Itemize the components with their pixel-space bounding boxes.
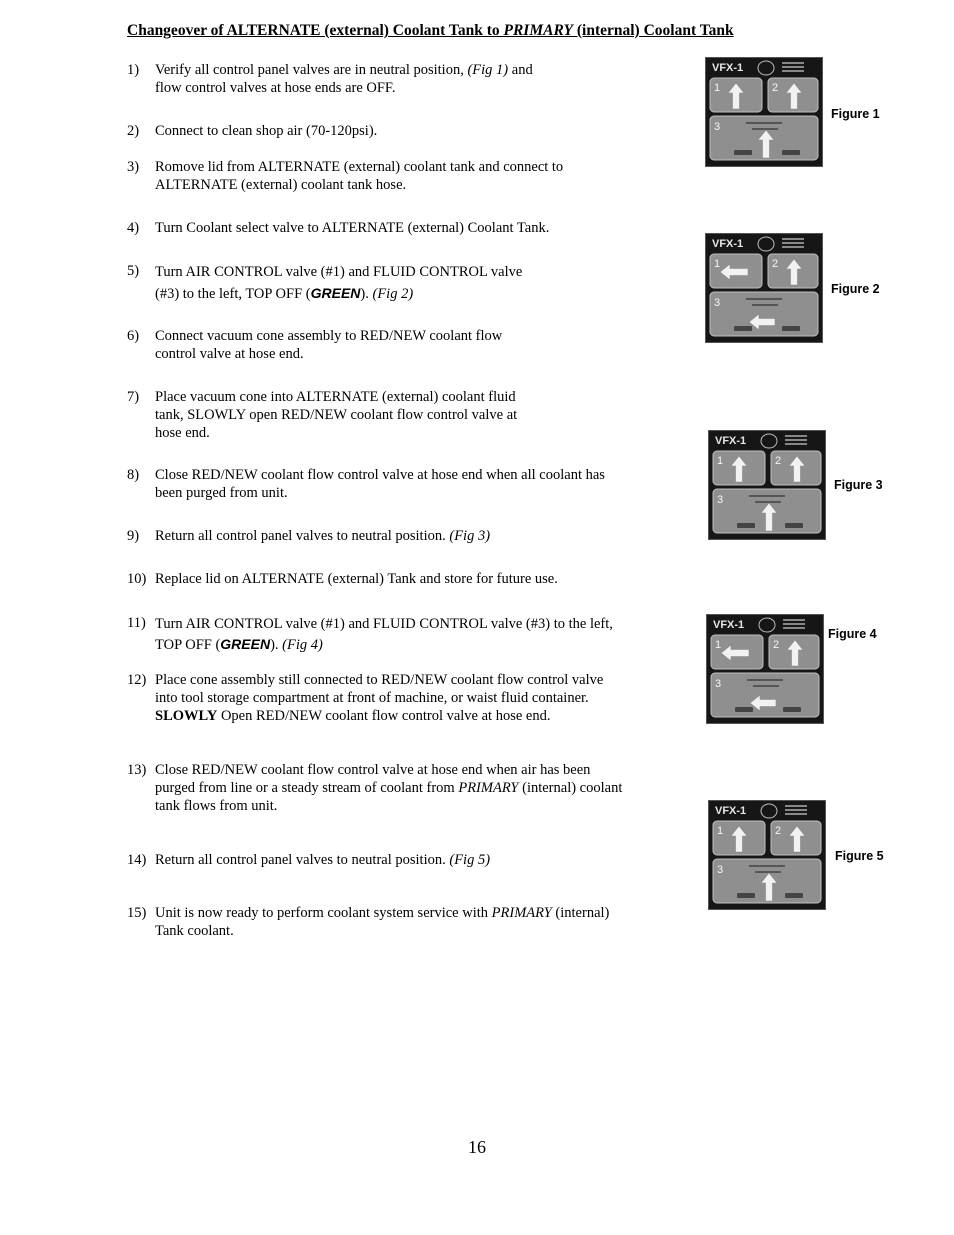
step-line: TOP OFF ( <box>155 637 221 653</box>
step-number: 1) <box>127 62 140 78</box>
figure-4-caption: Figure 4 <box>828 627 877 641</box>
figure-3-caption: Figure 3 <box>834 478 883 492</box>
panel-model-label: VFX-1 <box>712 62 744 74</box>
step-line: Connect vacuum cone assembly to RED/NEW coolant flow <box>155 328 503 344</box>
valve-number: 1 <box>714 82 721 94</box>
figure-5-panel <box>708 800 826 910</box>
step-text <box>155 671 603 725</box>
step-text <box>155 219 549 237</box>
figure-reference: (Fig 3) <box>449 528 491 544</box>
step-text <box>155 262 522 305</box>
step-line: Close RED/NEW coolant flow control valve at hose end when all coolant has <box>155 467 605 483</box>
figure-reference: (Fig 2) <box>372 286 414 302</box>
step-line: hose end. <box>155 425 210 441</box>
italic-text: PRIMARY <box>491 905 552 921</box>
step-number: 3) <box>127 159 140 175</box>
figure-reference: (Fig 1) <box>467 62 509 78</box>
step-number: 6) <box>127 328 140 344</box>
step-line: Open RED/NEW coolant flow control valve at hose end. <box>217 708 551 724</box>
figure-reference: (Fig 5) <box>449 852 491 868</box>
step-text <box>155 614 613 655</box>
figure-3-panel <box>708 430 826 540</box>
step-line: (internal) coolant <box>518 780 623 796</box>
step-line: Turn AIR CONTROL valve (#1) and FLUID CONTROL valve <box>155 264 523 280</box>
step-number: 15) <box>127 905 147 921</box>
valve-number: 2 <box>775 455 782 467</box>
valve-number: 3 <box>714 297 721 309</box>
logo-icon <box>761 804 777 818</box>
green-label: GREEN <box>310 285 361 301</box>
step-text <box>155 388 517 442</box>
step-line: Unit is now ready to perform coolant system service with <box>155 905 492 921</box>
step-text <box>155 122 377 140</box>
step-number: 7) <box>127 389 140 405</box>
step-line: Place vacuum cone into ALTERNATE (external) coolant fluid <box>155 389 516 405</box>
step-number: 13) <box>127 762 147 778</box>
panel-model-label: VFX-1 <box>713 619 745 631</box>
step-line: ). <box>360 286 373 302</box>
valve-number: 3 <box>714 121 721 133</box>
panel-model-label: VFX-1 <box>712 238 744 250</box>
panel-model-label: VFX-1 <box>715 435 747 447</box>
valve-number: 1 <box>717 825 724 837</box>
step-line: Connect to clean shop air (70-120psi). <box>155 123 378 139</box>
step-number: 8) <box>127 467 140 483</box>
step-number: 9) <box>127 528 140 544</box>
step-line: flow control valves at hose ends are OFF. <box>155 80 396 96</box>
logo-icon <box>758 61 774 75</box>
step-line: been purged from unit. <box>155 485 288 501</box>
step-line: ). <box>270 637 283 653</box>
step-text <box>155 527 490 545</box>
logo-icon <box>758 237 774 251</box>
italic-text: PRIMARY <box>458 780 519 796</box>
step-number: 5) <box>127 263 140 279</box>
step-line: Turn AIR CONTROL valve (#1) and FLUID CONTROL valve (#3) to the left, <box>155 616 613 632</box>
step-line: and <box>508 62 533 78</box>
step-line: Tank coolant. <box>155 923 234 939</box>
step-line: Turn Coolant select valve to ALTERNATE (external) Coolant Tank. <box>155 220 550 236</box>
page-number: 16 <box>468 1137 486 1157</box>
valve-number: 2 <box>775 825 782 837</box>
figure-1-panel <box>705 57 823 167</box>
panel-model-label: VFX-1 <box>715 805 747 817</box>
step-text <box>155 61 533 97</box>
logo-icon <box>759 618 775 632</box>
figure-1-caption: Figure 1 <box>831 107 880 121</box>
logo-icon <box>761 434 777 448</box>
step-number: 14) <box>127 852 147 868</box>
step-number: 2) <box>127 123 140 139</box>
step-line: Place cone assembly still connected to RED/NEW coolant flow control valve <box>155 672 604 688</box>
panel-diagram <box>706 234 822 342</box>
step-number: 11) <box>127 615 146 631</box>
green-label: GREEN <box>220 636 271 652</box>
step-line: (#3) to the left, TOP OFF ( <box>155 286 311 302</box>
step-line: Verify all control panel valves are in neutral position, <box>155 62 468 78</box>
step-text <box>155 327 502 363</box>
figure-2-caption: Figure 2 <box>831 282 880 296</box>
title-text: Changeover of ALTERNATE (external) Coolant Tank to <box>127 22 504 39</box>
emphasis: SLOWLY <box>155 708 218 724</box>
step-line: Return all control panel valves to neutral position. <box>155 528 450 544</box>
panel-diagram <box>709 801 825 909</box>
step-line: (internal) <box>551 905 610 921</box>
step-text <box>155 466 605 502</box>
valve-number: 3 <box>715 678 722 690</box>
step-number: 10) <box>127 571 147 587</box>
step-text <box>155 761 622 815</box>
step-line: purged from line or a steady stream of coolant from <box>155 780 459 796</box>
valve-number: 1 <box>715 639 722 651</box>
step-line: Return all control panel valves to neutral position. <box>155 852 450 868</box>
panel-diagram <box>707 615 823 723</box>
figure-reference: (Fig 4) <box>282 637 323 653</box>
panel-diagram <box>706 58 822 166</box>
figure-2-panel <box>705 233 823 343</box>
step-line: control valve at hose end. <box>155 346 304 362</box>
step-number: 4) <box>127 220 140 236</box>
step-line: tank flows from unit. <box>155 798 278 814</box>
step-text <box>155 158 563 194</box>
valve-number: 3 <box>717 864 724 876</box>
step-line: into tool storage compartment at front of machine, or waist fluid container. <box>155 690 589 706</box>
step-text <box>155 851 490 869</box>
valve-number: 1 <box>717 455 724 467</box>
valve-number: 2 <box>772 258 779 270</box>
valve-number: 2 <box>772 82 779 94</box>
page-title <box>127 22 847 40</box>
step-number: 12) <box>127 672 147 688</box>
valve-number: 2 <box>773 639 780 651</box>
valve-number: 1 <box>714 258 721 270</box>
valve-number: 3 <box>717 494 724 506</box>
step-line: Close RED/NEW coolant flow control valve at hose end when air has been <box>155 762 591 778</box>
panel-diagram <box>709 431 825 539</box>
title-text-end: (internal) Coolant Tank <box>573 22 734 39</box>
title-italic: PRIMARY <box>503 22 573 39</box>
step-text <box>155 904 609 940</box>
step-line: tank, SLOWLY open RED/NEW coolant flow control valve at <box>155 407 518 423</box>
step-text <box>155 570 558 588</box>
step-line: Replace lid on ALTERNATE (external) Tank and store for future use. <box>155 571 558 587</box>
figure-4-panel <box>706 614 824 724</box>
step-line: ALTERNATE (external) coolant tank hose. <box>155 177 407 193</box>
step-line: Romove lid from ALTERNATE (external) coolant tank and connect to <box>155 159 564 175</box>
figure-5-caption: Figure 5 <box>835 849 884 863</box>
